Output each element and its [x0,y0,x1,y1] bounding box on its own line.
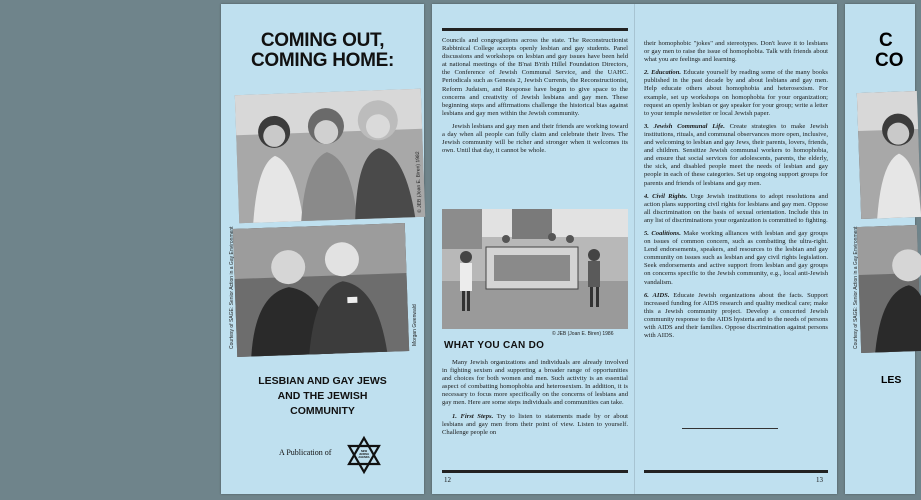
step1-label: 1. First Steps. [452,412,494,420]
page12-para2: Jewish lesbians and gay men and their friends are working toward a day when all people can fully claim and celebrate their lives. The Jewish community will be richer and stronger when it welcomes its own. Until that day, it cannot be whole. [442,122,628,155]
item5-label: 5. Coalitions. [644,229,681,237]
cover-title-line1: COMING OUT, [260,30,385,51]
page13-short-rule [682,428,778,429]
march-photo-image [442,209,628,329]
page-number-12: 12 [444,476,451,484]
cover-photo-women [235,89,425,223]
cover-title-line2: COMING HOME: [250,50,395,71]
partial-title-fragment2: CO [875,50,904,71]
publication-label: A Publication of [279,448,332,457]
page13-item-5 [644,230,828,287]
item2-label: 2. Education. [644,69,682,77]
page13-bottom-rule [644,470,828,473]
page12-para1: Councils and congregations across the state. The Reconstructionist Rabbinical College accepts openly lesbian and gay students. Panel discussions and workshops on lesbian and gay issues have been held at national meetings of the B'nai B'rith Hillel Foundation Directors, the Conference of Jewish Communal Service, and the UAHC. Periodicals such as Genesis 2, Jewish Currents, the Reconstructionist, Reform Judaism, and Response have begun to give space to the concerns and creativity of Jewish lesbians and gay men. These beginning steps and affirmations challenge the historical bias against lesbians and gay men within the Jewish community. [442,37,628,117]
item3-text: Create strategies to make Jewish institutions, rituals, and communal observances more open, inclusive, and welcoming to lesbian and gay Jews, their parents, lovers, friends, and children. Sensitize Jewish communal workers to homophobia, and ensure that social services for adolescents, parents, the elderly, the sick, and disabled people meet the needs of lesbian and gay people in each of these categories. Set up ongoing support groups for parents and friends of lesbians and gay men. [644,122,828,187]
partial-title-fragment1: C [879,30,893,51]
page12-top-rule [442,28,628,31]
logo-text: NEW JEWISH AGENDA [358,450,370,459]
page13-item-6 [644,292,828,341]
page13-intro: their homophobic "jokes" and stereotypes. Don't leave it to lesbians or gay men to raise the issue of homophobia. Talk with friends about what you are feelings and learning. [644,40,828,64]
item6-label: 6. AIDS. [644,291,670,299]
item4-label: 4. Civil Rights. [644,192,688,200]
page12-column-bottom [442,359,628,442]
cover-subtitle-line1: LESBIAN AND GAY JEWS [258,375,387,387]
partial-photo-men-image [857,225,921,353]
step1-text: Try to listen to statements made by or about lesbians and gay men from their point of view. Listen to yourself. Challenge people on [442,412,628,436]
photo2-credit-left: Courtesy of SAGE: Senior Action in a Gay Environment [229,226,235,349]
section-heading-what-you-can-do: WHAT YOU CAN DO [444,340,545,351]
page12-column-top [442,37,628,160]
page12-photo-credit: © JEB (Joan E. Biren) 1986 [552,331,614,337]
page12-photo-march [442,209,628,329]
page-number-13: 13 [816,476,823,484]
photo1-credit: © JEB (Joan E. Biren) 1982 [414,151,424,213]
item5-text: Make working alliances with lesbian and gay groups on issues of common concern, such as combatting the ultra-right. Lend endorsements, speakers, and resources to the lesbian and gay community on issues such as lesbian and gay civil rights legislation. Seek endorsements and active support from lesbian and gay groups on concerns specific to the Jewish community, e.g., local anti-Jewish vandalism. [644,229,828,286]
partial-photo-women-image [857,91,921,219]
brochure-spread [432,4,837,494]
partial-subtitle-fragment: LES [881,374,902,386]
partial-photo-men [857,225,921,353]
item2-text: Educate yourself by reading some of the many books published in the past decade by and about lesbians and gay men. Help educate others about homophobia and heterosexism. For example, set up workshops on homophobia for your organization; request an openly lesbian or gay speaker for your group; write a letter to your temple newsletter or local Jewish paper. [644,69,828,117]
partial-photo-credit: Courtesy of SAGE: Senior Action in a Gay Environment [853,226,859,349]
center-fold [634,4,635,494]
brochure-cover-partial [845,4,915,494]
cover-photo-men [233,223,409,357]
cover-photo-women-image [235,89,425,223]
page13-item-3 [644,123,828,188]
page13-item-4 [644,193,828,225]
page12-bottom-rule [442,470,628,473]
brochure-cover [221,4,424,494]
page13-item-2 [644,69,828,118]
item3-label: 3. Jewish Communal Life. [644,122,725,130]
cover-subtitle-line3: COMMUNITY [290,405,355,417]
photo2-credit-right: Morgan Gwenwald [412,304,418,346]
cover-subtitle-line2: AND THE JEWISH [277,390,368,402]
item6-text: Educate Jewish organizations about the facts. Support increased funding for AIDS research and quality medical care; make this a Jewish community project. Develop a concerted Jewish community response to the AIDS hysteria and to the needs of persons with AIDS and their families. Oppose discrimination against persons with AIDS. [644,291,829,340]
partial-photo-women [857,91,921,219]
star-of-david-logo [347,436,381,474]
page12-step1 [442,413,628,437]
item4-text: Urge Jewish institutions to adopt resolutions and action plans supporting civil rights for lesbians and gay men. Oppose all discrimination on the basis of sexual orientation. Include this in any list of discriminations your organization is committed to fighting. [644,192,828,224]
page13-column [644,40,828,345]
page12-para3: Many Jewish organizations and individuals are already involved in fighting sexism and supporting a broader range of opportunities and choices for both women and men. Such activity is an essential aspect of combatting homophobia and heterosexism. In addition, it is necessary to focus more specifically on the concerns of lesbians and gay men. Here are some steps individuals and communities can take. [442,359,628,407]
cover-photo-men-image [233,223,409,357]
